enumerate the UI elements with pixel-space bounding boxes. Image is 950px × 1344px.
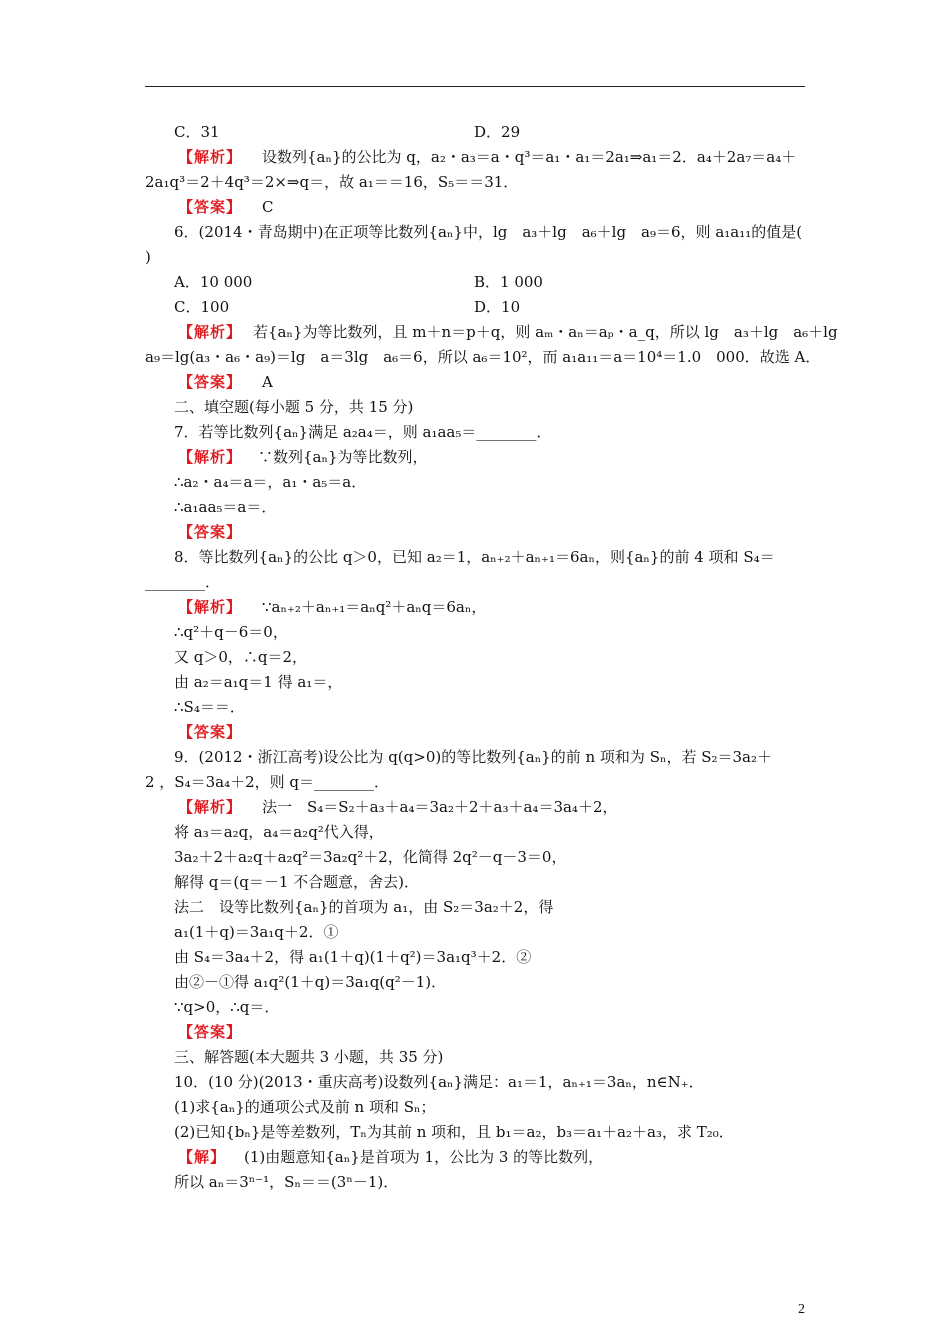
text-segment: A．10 000: [174, 273, 253, 291]
text-segment: (2)已知{bₙ}是等差数列，Tₙ为其前 n 项和，且 b₁＝a₂，b₃＝a₁＋a₂＋a₃，求 T₂₀．: [174, 1123, 734, 1141]
text-segment: ∵数列{aₙ}为等比数列，: [258, 448, 428, 466]
text-segment: (1)求{aₙ}的通项公式及前 n 项和 Sₙ；: [174, 1098, 436, 1116]
text-segment: 6．(2014・青岛期中)在正项等比数列{aₙ}中，lg a₃＋lg a₆＋lg a₉＝6，则 a₁a₁₁的值是(: [174, 223, 803, 241]
text-line: [0, 969, 950, 995]
header-rule: [145, 86, 805, 87]
text-line: [0, 369, 950, 395]
text-segment: 10．(10 分)(2013・重庆高考)设数列{aₙ}满足：a₁＝1，aₙ₊₁＝3aₙ，n∈N₊．: [174, 1073, 704, 1091]
text-line: [0, 569, 950, 595]
section-tag: 【答案】: [178, 198, 243, 216]
text-segment: 2a₁q³＝2＋4q³＝2×⇒q＝，故 a₁＝＝16，S₅＝＝31．: [145, 173, 519, 191]
text-segment: ∴q²＋q－6＝0，: [174, 623, 288, 641]
text-line: [0, 394, 950, 420]
section-tag: 【解析】: [178, 598, 243, 616]
text-line: [0, 1069, 950, 1095]
text-line: [0, 619, 950, 645]
text-segment: C: [262, 198, 274, 216]
section-tag: 【答案】: [178, 1023, 243, 1041]
text-line: [0, 869, 950, 895]
section-tag: 【解】: [178, 1148, 227, 1166]
text-segment: 7．若等比数列{aₙ}满足 a₂a₄＝，则 a₁aa₅＝________．: [174, 423, 552, 441]
section-tag: 【解析】: [178, 323, 243, 341]
text-line: [0, 319, 950, 345]
text-line: [0, 219, 950, 245]
text-line: [0, 744, 950, 770]
section-tag: 【解析】: [178, 148, 243, 166]
text-segment: B．1 000: [474, 273, 543, 291]
text-segment: D．29: [474, 123, 521, 141]
text-segment: 由 a₂＝a₁q＝1 得 a₁＝，: [174, 673, 343, 691]
text-segment: 三、解答题(本大题共 3 小题，共 35 分): [174, 1048, 444, 1066]
text-segment: ∵aₙ₊₂＋aₙ₊₁＝aₙq²＋aₙq＝6aₙ，: [262, 598, 487, 616]
text-line: [0, 1094, 950, 1120]
text-line: [0, 544, 950, 570]
text-line: [0, 169, 950, 195]
text-segment: 由②－①得 a₁q²(1＋q)＝3a₁q(q²－1)．: [174, 973, 447, 991]
text-segment: 由 S₄＝3a₄＋2，得 a₁(1＋q)(1＋q²)＝3a₁q³＋2．②: [174, 948, 532, 966]
text-segment: C．31: [174, 123, 220, 141]
text-line: [0, 469, 950, 495]
text-line: [0, 294, 950, 320]
text-line: [0, 819, 950, 845]
text-line: [0, 669, 950, 695]
text-line: [0, 994, 950, 1020]
text-segment: 法二 设等比数列{aₙ}的首项为 a₁，由 S₂＝3a₂＋2，得: [174, 898, 554, 916]
text-line: [0, 894, 950, 920]
text-segment: a₉＝lg(a₃・a₆・a₉)＝lg a＝3lg a₆＝6，所以 a₆＝10²，而 a₁a₁₁＝a＝10⁴＝1.0 000．故选 A．: [145, 348, 821, 366]
text-segment: 所以 aₙ＝3ⁿ⁻¹，Sₙ＝＝(3ⁿ－1)．: [174, 1173, 399, 1191]
text-segment: 法一 S₄＝S₂＋a₃＋a₄＝3a₂＋2＋a₃＋a₄＝3a₄＋2，: [262, 798, 618, 816]
text-segment: 2 ，S₄＝3a₄＋2，则 q＝________．: [145, 773, 390, 791]
section-tag: 【答案】: [178, 523, 243, 541]
page-number: 2: [798, 1302, 805, 1317]
text-line: [0, 419, 950, 445]
text-line: [0, 519, 950, 545]
section-tag: 【答案】: [178, 373, 243, 391]
text-line: [0, 494, 950, 520]
text-line: [0, 344, 950, 370]
text-line: [0, 794, 950, 820]
text-line: [0, 144, 950, 170]
text-line: [0, 194, 950, 220]
text-line: [0, 1169, 950, 1195]
text-segment: ∵q>0，∴q＝．: [174, 998, 280, 1016]
text-line: [0, 244, 950, 270]
text-segment: C．100: [174, 298, 230, 316]
text-line: [0, 1019, 950, 1045]
text-line: [0, 694, 950, 720]
text-segment: 将 a₃＝a₂q，a₄＝a₂q²代入得，: [174, 823, 384, 841]
text-segment: A: [262, 373, 273, 391]
text-segment: 9．(2012・浙江高考)设公比为 q(q>0)的等比数列{aₙ}的前 n 项和为 Sₙ，若 S₂＝3a₂＋: [174, 748, 773, 766]
text-line: [0, 444, 950, 470]
text-line: [0, 719, 950, 745]
text-line: [0, 1119, 950, 1145]
text-segment: ∴a₂・a₄＝a＝，a₁・a₅＝a．: [174, 473, 367, 491]
text-line: [0, 119, 950, 145]
text-segment: 若{aₙ}为等比数列，且 m＋n＝p＋q，则 aₘ・aₙ＝aₚ・a_q，所以 lg a₃＋lg a₆＋lg: [253, 323, 838, 341]
text-line: [0, 919, 950, 945]
section-tag: 【解析】: [178, 448, 243, 466]
text-segment: 8．等比数列{aₙ}的公比 q＞0，已知 a₂＝1，aₙ₊₂＋aₙ₊₁＝6aₙ，则{aₙ}的前 4 项和 S₄＝: [174, 548, 775, 566]
text-line: [0, 269, 950, 295]
section-tag: 【解析】: [178, 798, 243, 816]
text-segment: 又 q＞0，∴q＝2，: [174, 648, 308, 666]
text-segment: ): [145, 248, 151, 266]
text-segment: 设数列{aₙ}的公比为 q，a₂・a₃＝a・q³＝a₁・a₁＝2a₁⇒a₁＝2．a₄＋2a₇＝a₄＋: [262, 148, 797, 166]
text-line: [0, 1144, 950, 1170]
text-line: [0, 594, 950, 620]
text-segment: 3a₂＋2＋a₂q＋a₂q²＝3a₂q²＋2，化简得 2q²－q－3＝0，: [174, 848, 567, 866]
text-segment: D．10: [474, 298, 521, 316]
text-line: [0, 844, 950, 870]
text-segment: 解得 q＝(q＝－1 不合题意，舍去)．: [174, 873, 419, 891]
text-segment: ________．: [145, 573, 221, 591]
text-line: [0, 769, 950, 795]
text-segment: 二、填空题(每小题 5 分，共 15 分): [174, 398, 414, 416]
text-line: [0, 1044, 950, 1070]
text-line: [0, 944, 950, 970]
section-tag: 【答案】: [178, 723, 243, 741]
text-segment: a₁(1＋q)＝3a₁q＋2．①: [174, 923, 339, 941]
text-segment: (1)由题意知{aₙ}是首项为 1，公比为 3 的等比数列，: [244, 1148, 604, 1166]
text-segment: ∴a₁aa₅＝a＝．: [174, 498, 277, 516]
text-line: [0, 644, 950, 670]
text-segment: ∴S₄＝＝．: [174, 698, 245, 716]
